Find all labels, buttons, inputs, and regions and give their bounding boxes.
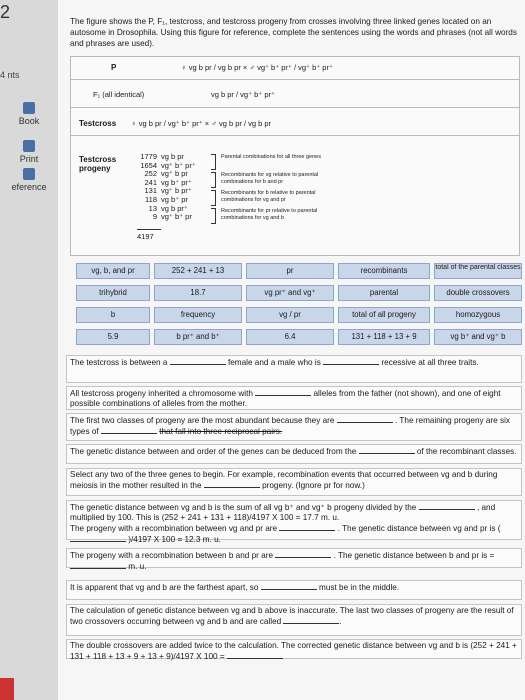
progeny-list [135,153,196,222]
answer-blank[interactable] [279,523,335,531]
sentence-8: The progeny with a recombination between b and pr are . The genetic distance between b and pr is = m. u. [66,548,522,568]
answer-blank[interactable] [419,502,475,510]
answer-chip[interactable]: trihybrid [76,285,150,301]
p-genotype: ♀ vg b pr / vg b pr × ♂ vg⁺ b⁺ pr⁺ / vg⁺ b⁺ pr⁺ [181,63,333,72]
sentence-3: The first two classes of progeny are the most abundant because they are . The remaining progeny are six types of that fall into three reciprocal pairs. [66,413,522,441]
points-label: 4 nts [0,70,20,80]
answer-blank[interactable] [70,534,126,542]
progeny-row: 1779 vg b pr [140,152,184,161]
question-text: The figure shows the P, F₁, testcross, and testcross progeny from crosses involving three linked genes located on an autosome in Drosophila. Using this figure for reference, complete the sentences using the words and phrases (not all words and phrases are used). [70,17,517,48]
progeny-row: 118 vg b⁺ pr [145,194,188,204]
answer-chip[interactable]: recombinants [338,263,430,279]
testcross-genotype: ♀ vg b pr / vg⁺ b⁺ pr⁺ × ♂ vg b pr / vg b pr [131,119,272,128]
answer-chip[interactable]: b [76,307,150,323]
bracket [211,208,216,224]
testcross-label: Testcross [79,119,117,128]
answer-blank[interactable] [227,651,283,659]
progeny-row: 241 vg b⁺ pr⁺ [144,177,192,187]
reference-icon [23,168,35,180]
progeny-row: 13 vg b pr⁺ [148,203,188,213]
answer-chip[interactable]: double crossovers [434,285,522,301]
sentence-4: The genetic distance between and order of the genes can be deduced from the of the recombinant classes. [66,444,522,464]
answer-blank[interactable] [359,446,415,454]
answer-chip[interactable]: 5.9 [76,329,150,345]
answer-chip[interactable]: 6.4 [246,329,334,345]
sentence-9: It is apparent that vg and b are the farthest apart, so must be in the middle. [66,580,522,600]
sentence-10: The calculation of genetic distance between vg and b above is inaccurate. The last two classes of progeny are the result of two crossovers occurring between vg and b and are called . [66,604,522,636]
answer-blank[interactable] [70,561,126,569]
answer-blank[interactable] [261,582,317,590]
progeny-row: 252 vg⁺ b pr [144,169,188,179]
answer-blank[interactable] [275,550,331,558]
print-icon [23,140,35,152]
answer-blank[interactable] [283,616,339,624]
answer-chip[interactable]: frequency [154,307,242,323]
note-vg: Recombinants for vg relative to parental combinations for b and pr [221,172,319,185]
answer-chip[interactable]: b pr⁺ and b⁺ [154,329,242,345]
answer-chip[interactable]: vg pr⁺ and vg⁺ [246,285,334,301]
sidebar-item-print[interactable]: Print [0,140,58,164]
answer-chip[interactable]: vg / pr [246,307,334,323]
question-number: 2 [0,2,11,22]
answer-blank[interactable] [101,426,157,434]
sidebar-item-book[interactable]: Book [0,102,58,126]
note-parental: Parental combinations for all three genes [221,154,321,160]
answer-blank[interactable] [204,480,260,488]
bracket [211,154,216,170]
book-icon [23,102,35,114]
sentence-5: Select any two of the three genes to begin. For example, recombination events that occurred between vg and b during meiosis in the mother resulted in the progeny. (Ignore pr for now.) [66,468,522,496]
answer-chip[interactable]: homozygous [434,307,522,323]
question-page [58,0,525,700]
answer-chip[interactable]: 18.7 [154,285,242,301]
sentence-6: The genetic distance between vg and b is the sum of all vg b⁺ and vg⁺ b progeny divided by the , and multiplied by 100. This is (252 + 241 + 131 + 118)/4197 X 100 = 17.7 m. u. [66,500,522,540]
answer-chip[interactable]: parental [338,285,430,301]
sentence-1: The testcross is between a female and a male who is recessive at all three traits. [66,355,522,383]
answer-chip[interactable]: vg b⁺ and vg⁺ b [434,329,522,345]
answer-blank[interactable] [170,357,226,365]
note-pr: Recombinants for pr relative to parental combinations for vg and b [221,208,318,221]
sentence-2: All testcross progeny inherited a chromosome with alleles from the father (not shown), and one of eight possible combinations of alleles from the mother. [66,386,522,410]
progeny-row: 9 vg⁺ b⁺ pr [152,212,192,222]
answer-blank[interactable] [337,415,393,423]
answer-chip[interactable]: total of the parental classes [434,263,522,279]
bracket [211,172,216,188]
sidebar [0,0,58,700]
progeny-row: 1654 vg⁺ b⁺ pr⁺ [140,160,196,170]
answer-blank[interactable] [255,388,311,396]
bracket [211,190,216,206]
note-b: Recombinants for b relative to parental combinations for vg and pr [221,190,316,203]
p-label: P [111,63,117,72]
answer-chip[interactable]: 252 + 241 + 13 [154,263,242,279]
answer-blank[interactable] [323,357,379,365]
answer-chip[interactable]: vg, b, and pr [76,263,150,279]
sentence-7: The progeny with a recombination between vg and pr are . The genetic distance between vg and pr is ( )/4197 X 100 = 12.3 m. u. [66,522,522,540]
progeny-label: Testcross progeny [79,155,117,173]
footer-badge [0,678,14,700]
f1-label: F₁ (all identical) [93,90,145,99]
progeny-row: 131 vg⁺ b pr⁺ [144,186,192,196]
answer-chip[interactable]: total of all progeny [338,307,430,323]
figure-panel [70,56,520,256]
answer-chip[interactable]: 131 + 118 + 13 + 9 [338,329,430,345]
progeny-total: 4197 [137,229,161,241]
sentence-11: The double crossovers are added twice to the calculation. The corrected genetic distance between vg and b is (252 + 241 + 131 + 118 + 13 + 9 + 13 + 9)/4197 X 100 = [66,639,522,659]
f1-genotype: vg b pr / vg⁺ b⁺ pr⁺ [211,90,275,99]
sidebar-item-reference[interactable]: eference [0,168,58,192]
answer-chip[interactable]: pr [246,263,334,279]
